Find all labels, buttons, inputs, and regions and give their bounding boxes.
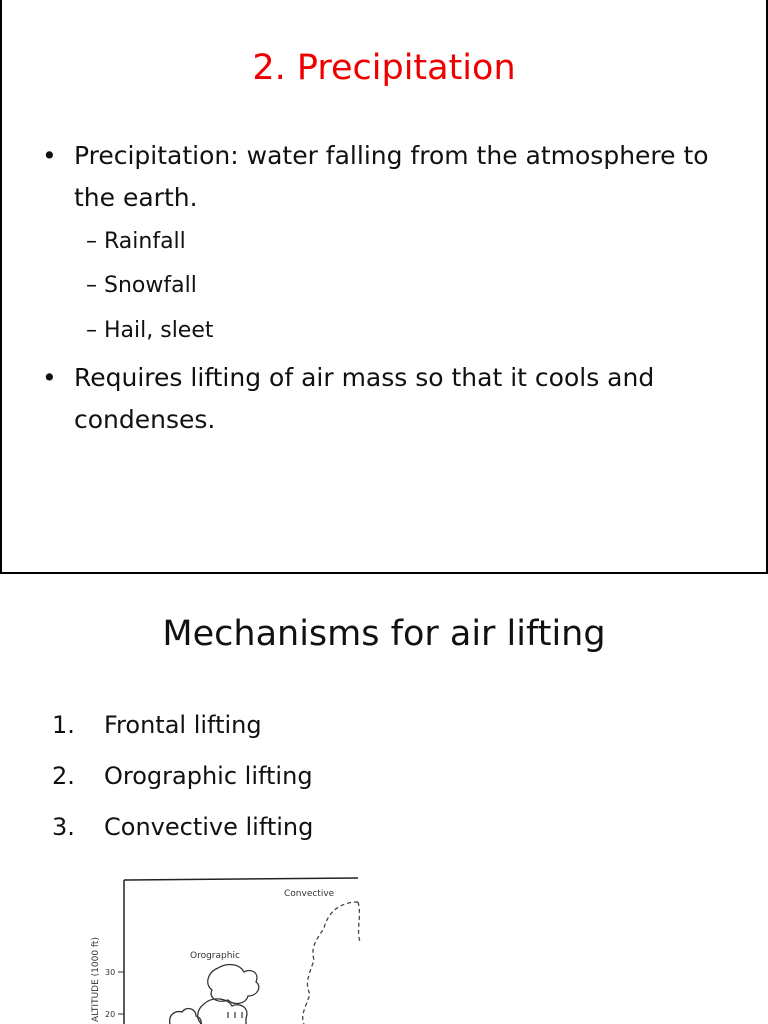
- slide-title: 2. Precipitation: [252, 48, 516, 88]
- convective-cloud: [303, 902, 360, 1024]
- figure-frame: [124, 878, 358, 1024]
- list-label: Orographic lifting: [104, 762, 313, 790]
- frontal-cloud: [170, 1009, 202, 1024]
- list-item-orographic: [52, 759, 313, 793]
- list-number: 2.: [52, 762, 75, 790]
- bullet-dot: •: [42, 363, 57, 392]
- orographic-label: Orographic: [190, 951, 240, 961]
- list-item-frontal: [52, 708, 262, 742]
- rain-marks: [228, 1012, 242, 1018]
- list-label: Convective lifting: [104, 813, 314, 841]
- list-item-convective: [52, 810, 313, 844]
- convective-label: Convective: [284, 889, 335, 899]
- subitem-snowfall: – Snowfall: [86, 273, 197, 298]
- list-number: 1.: [52, 711, 75, 739]
- bullet-text: Precipitation: water falling from the atmosphere to the earth.: [74, 141, 709, 212]
- lifting-figure: [78, 872, 368, 1024]
- bullet-text: Requires lifting of air mass so that it cools and condenses.: [74, 363, 655, 434]
- bullet-precipitation-definition: [42, 135, 732, 219]
- subitem-hail-sleet: – Hail, sleet: [86, 318, 214, 343]
- bullet-dot: •: [42, 141, 57, 170]
- subitem-rainfall: – Rainfall: [86, 229, 186, 254]
- slide-title-air-lifting: Mechanisms for air lifting: [162, 614, 606, 654]
- list-label: Frontal lifting: [104, 711, 262, 739]
- tick-30-label: 30: [105, 968, 116, 977]
- figure-axis-label: ALTITUDE (1000 ft): [91, 937, 101, 1022]
- orographic-cloud: [208, 965, 259, 1004]
- list-number: 3.: [52, 813, 75, 841]
- tick-20-label: 20: [105, 1010, 116, 1019]
- bullet-lifting-requirement: [42, 357, 732, 441]
